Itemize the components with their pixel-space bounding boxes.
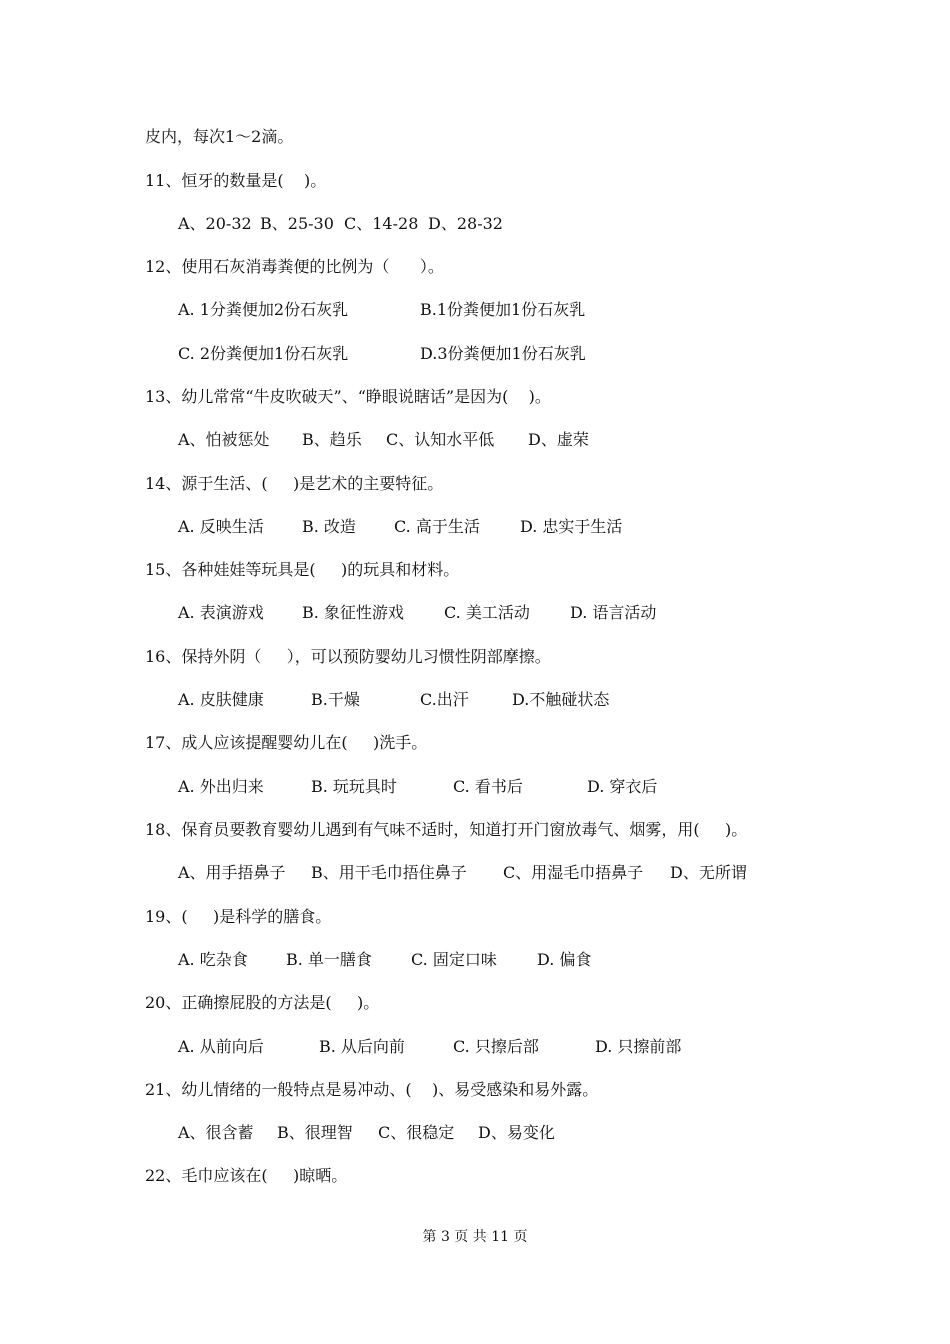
question-20: 20、正确擦屁股的方法是( )。	[145, 993, 380, 1012]
question-17: 17、成人应该提醒婴幼儿在( )洗手。	[145, 733, 428, 752]
option-b: B. 改造	[302, 517, 356, 536]
question-12: 12、使用石灰消毒粪便的比例为（ ）。	[145, 257, 444, 276]
question-18: 18、保育员要教育婴幼儿遇到有气味不适时，知道打开门窗放毒气、烟雾，用( )。	[145, 820, 748, 839]
option-b: B. 从后向前	[319, 1037, 405, 1056]
option-d: D. 忠实于生活	[520, 517, 623, 536]
option-c: C. 美工活动	[444, 603, 530, 622]
option-d: D. 语言活动	[570, 603, 657, 622]
question-19: 19、( )是科学的膳食。	[145, 907, 332, 926]
question-13: 13、幼儿常常“牛皮吹破天”、“睁眼说瞎话”是因为( )。	[145, 387, 551, 406]
question-16: 16、保持外阴（ ），可以预防婴幼儿习惯性阴部摩擦。	[145, 647, 551, 666]
option-d: D、无所谓	[670, 863, 747, 882]
option-a: A、怕被惩处	[178, 430, 270, 449]
option-a: A. 外出归来	[178, 777, 264, 796]
option-b: B. 玩玩具时	[311, 777, 397, 796]
option-a: A. 皮肤健康	[178, 690, 264, 709]
option-a: A、20-32	[178, 214, 252, 233]
option-d: D. 只擦前部	[595, 1037, 682, 1056]
option-c: C、认知水平低	[386, 430, 495, 449]
option-c: C. 固定口味	[411, 950, 497, 969]
option-d: D.3份粪便加1份石灰乳	[420, 344, 586, 363]
question-21: 21、幼儿情绪的一般特点是易冲动、( )、易受感染和易外露。	[145, 1080, 599, 1099]
option-c: C、很稳定	[378, 1123, 455, 1142]
option-d: D. 穿衣后	[587, 777, 658, 796]
option-c: C. 2份粪便加1份石灰乳	[178, 344, 349, 363]
option-a: A、用手捂鼻子	[178, 863, 286, 882]
option-c: C. 高于生活	[394, 517, 480, 536]
option-b: B、趋乐	[302, 430, 362, 449]
option-a: A、很含蓄	[178, 1123, 254, 1142]
option-c: C. 只擦后部	[453, 1037, 539, 1056]
option-b: B、用干毛巾捂住鼻子	[311, 863, 467, 882]
question-22: 22、毛巾应该在( )晾晒。	[145, 1166, 348, 1185]
option-c: C. 看书后	[453, 777, 523, 796]
option-a: A. 表演游戏	[178, 603, 264, 622]
option-b: B、很理智	[277, 1123, 353, 1142]
option-d: D. 偏食	[537, 950, 592, 969]
option-a: A. 从前向后	[178, 1037, 264, 1056]
option-b: B、25-30	[260, 214, 334, 233]
option-b: B. 单一膳食	[286, 950, 372, 969]
question-15: 15、各种娃娃等玩具是( )的玩具和材料。	[145, 560, 460, 579]
option-d: D、28-32	[428, 214, 503, 233]
question-14: 14、源于生活、( )是艺术的主要特征。	[145, 474, 444, 493]
option-b: B.干燥	[311, 690, 360, 709]
text-continuation: 皮内，每次1～2滴。	[145, 127, 294, 146]
option-c: C.出汗	[420, 690, 469, 709]
option-a: A. 1分粪便加2份石灰乳	[178, 300, 349, 319]
option-b: B.1份粪便加1份石灰乳	[420, 300, 586, 319]
option-c: C、14-28	[344, 214, 419, 233]
option-c: C、用湿毛巾捂鼻子	[503, 863, 644, 882]
question-11: 11、恒牙的数量是( )。	[145, 171, 327, 190]
option-d: D.不触碰状态	[512, 690, 610, 709]
option-d: D、虚荣	[528, 430, 589, 449]
option-b: B. 象征性游戏	[302, 603, 404, 622]
option-a: A. 吃杂食	[178, 950, 248, 969]
option-a: A. 反映生活	[178, 517, 264, 536]
page-footer: 第 3 页 共 11 页	[422, 1229, 528, 1245]
option-d: D、易变化	[478, 1123, 555, 1142]
